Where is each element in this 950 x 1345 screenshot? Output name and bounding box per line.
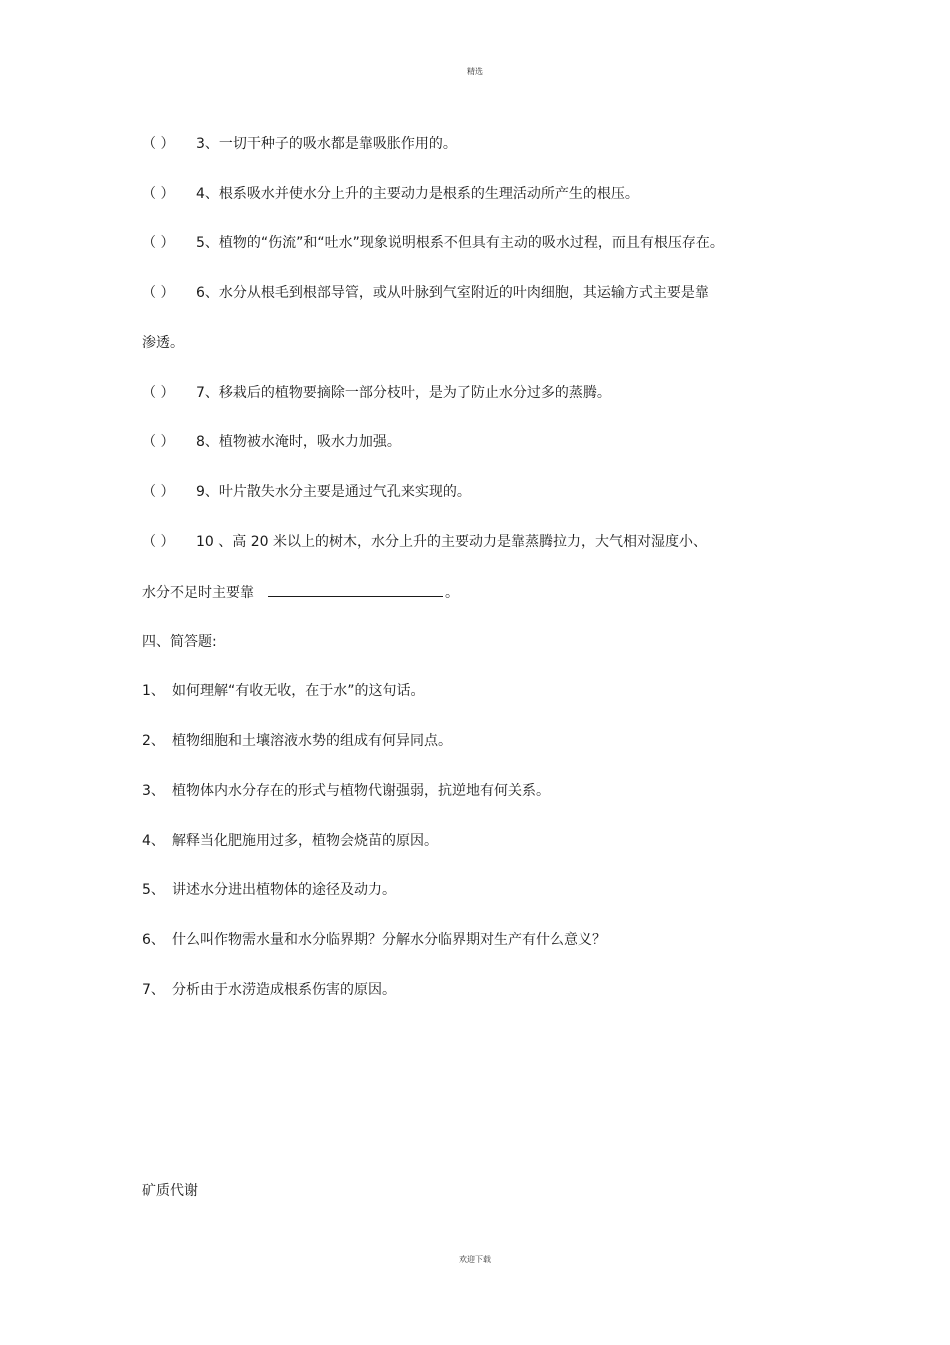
item-text: 什么叫作物需水量和水分临界期？分解水分临界期对生产有什么意义？: [172, 932, 606, 948]
judgement-item-6: [142, 283, 709, 303]
judgement-text: 7、移栽后的植物要摘除一部分枝叶，是为了防止水分过多的蒸腾。: [196, 385, 611, 401]
judgement-text: 5、植物的“伤流”和“吐水”现象说明根系不但具有主动的吸水过程，而且有根压存在。: [196, 235, 724, 251]
judgement-item-5: [142, 233, 724, 253]
judgement-item-3: [142, 134, 457, 154]
section-title-mineral-metabolism: 矿质代谢: [142, 1183, 198, 1199]
answer-paren: （ ）: [142, 385, 175, 401]
item-text: 植物细胞和土壤溶液水势的组成有何异同点。: [172, 733, 452, 749]
short-answer-item-1: [142, 681, 425, 701]
answer-paren: （ ）: [142, 186, 175, 202]
short-answer-item-2: [142, 731, 452, 751]
judgement-item-9: [142, 482, 471, 502]
judgement-item-8: [142, 432, 401, 452]
section-heading-short-answer: 四、简答题:: [142, 634, 217, 650]
judgement-text: 10 、高 20 米以上的树木，水分上升的主要动力是靠蒸腾拉力，大气相对湿度小、: [196, 534, 707, 550]
judgement-text: 3、一切干种子的吸水都是靠吸胀作用的。: [196, 136, 457, 152]
judgement-item-10-continuation: [142, 582, 459, 603]
item-number: 6、: [142, 932, 165, 948]
judgement-item-6-continuation: 渗透。: [142, 335, 184, 351]
answer-paren: （ ）: [142, 434, 175, 450]
short-answer-item-7: [142, 980, 396, 1000]
judgement-text: 6、水分从根毛到根部导管，或从叶脉到气室附近的叶肉细胞，其运输方式主要是靠: [196, 285, 709, 301]
judgement-item-7: [142, 383, 611, 403]
continuation-prefix: 水分不足时主要靠: [142, 585, 254, 601]
page-header: 精选: [467, 67, 483, 76]
item-number: 2、: [142, 733, 165, 749]
item-number: 3、: [142, 783, 165, 799]
judgement-item-4: [142, 184, 639, 204]
item-text: 分析由于水涝造成根系伤害的原因。: [172, 982, 396, 998]
item-number: 5、: [142, 882, 165, 898]
short-answer-item-5: [142, 880, 396, 900]
item-text: 如何理解“有收无收，在于水”的这句话。: [172, 683, 425, 699]
item-number: 4、: [142, 833, 165, 849]
judgement-item-10: [142, 532, 707, 552]
page-footer: 欢迎下载: [459, 1255, 491, 1264]
answer-paren: （ ）: [142, 285, 175, 301]
item-number: 7、: [142, 982, 165, 998]
answer-paren: （ ）: [142, 534, 175, 550]
short-answer-item-6: [142, 930, 606, 950]
short-answer-item-4: [142, 831, 438, 851]
item-number: 1、: [142, 683, 165, 699]
judgement-text: 8、植物被水淹时，吸水力加强。: [196, 434, 401, 450]
judgement-text: 4、根系吸水并使水分上升的主要动力是根系的生理活动所产生的根压。: [196, 186, 639, 202]
item-text: 解释当化肥施用过多，植物会烧苗的原因。: [172, 833, 438, 849]
fill-in-blank: [268, 582, 443, 597]
answer-paren: （ ）: [142, 235, 175, 251]
answer-paren: （ ）: [142, 484, 175, 500]
continuation-suffix: 。: [445, 585, 459, 601]
judgement-text: 9、叶片散失水分主要是通过气孔来实现的。: [196, 484, 471, 500]
item-text: 讲述水分进出植物体的途径及动力。: [172, 882, 396, 898]
short-answer-item-3: [142, 781, 550, 801]
item-text: 植物体内水分存在的形式与植物代谢强弱，抗逆地有何关系。: [172, 783, 550, 799]
answer-paren: （ ）: [142, 136, 175, 152]
